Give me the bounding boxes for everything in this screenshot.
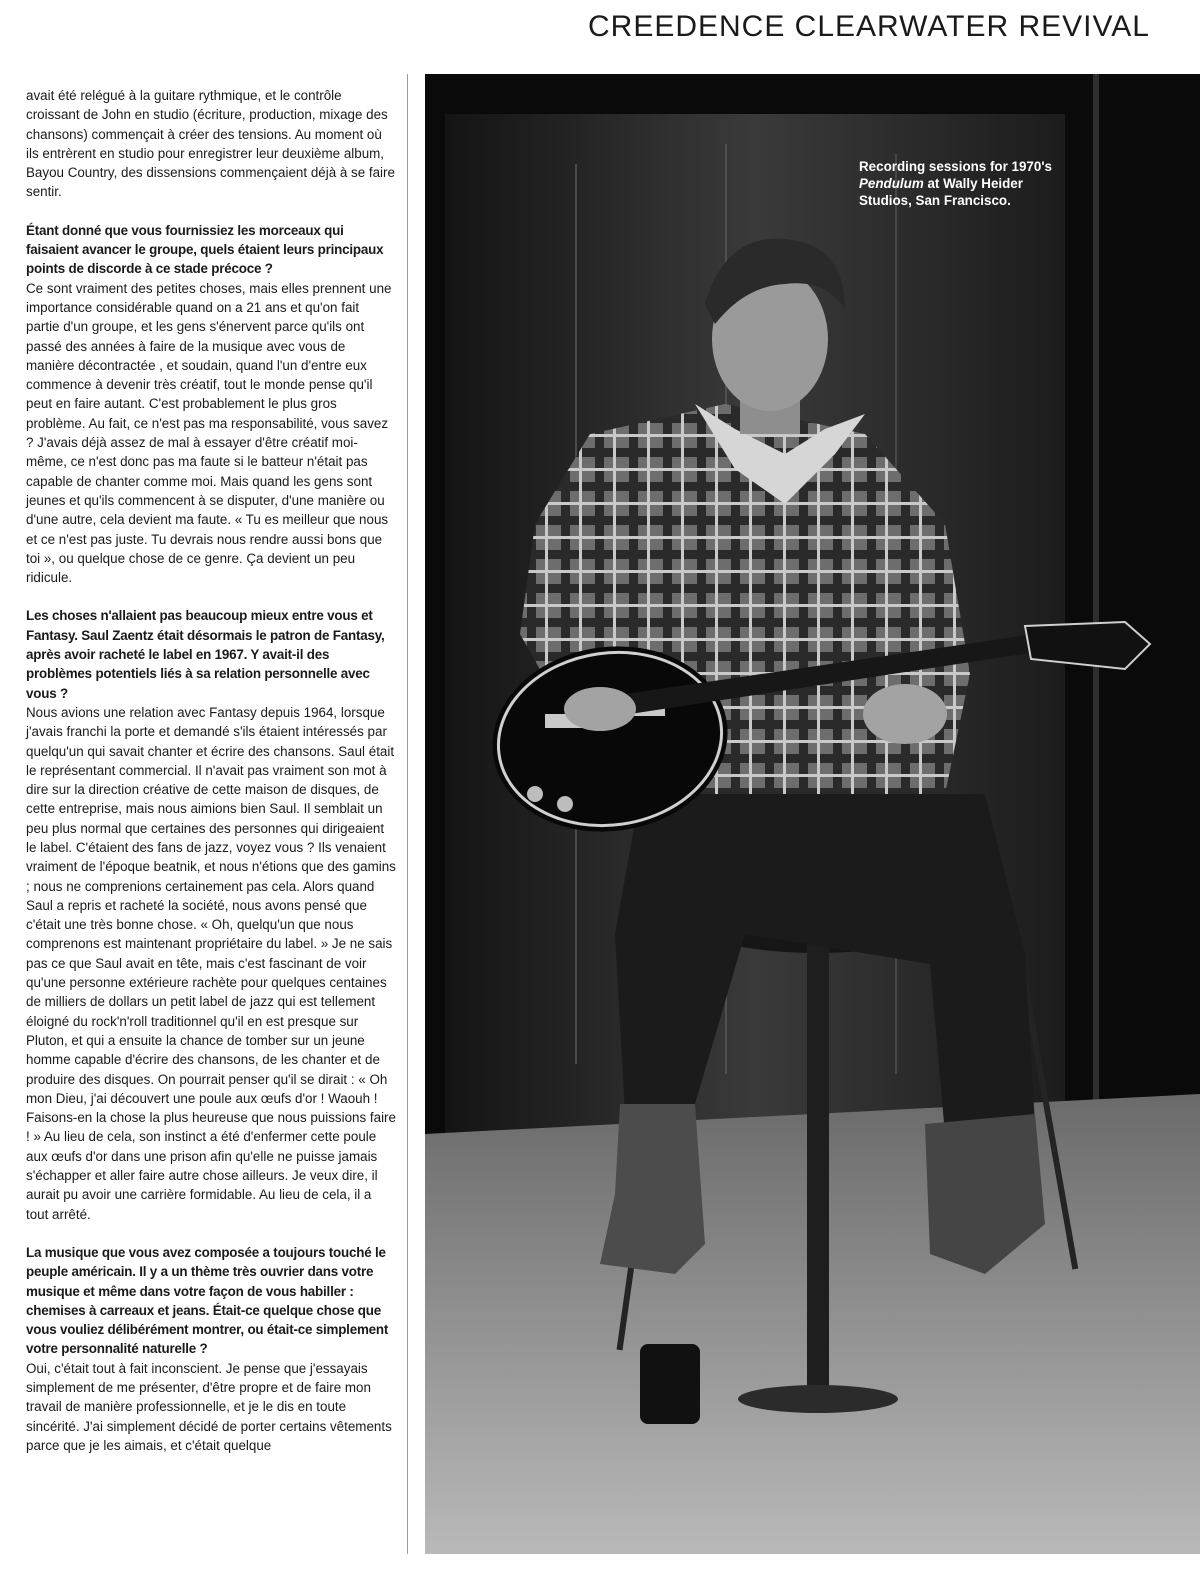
- interview-answer-3: Oui, c'était tout à fait inconscient. Je pense que j'essayais simplement de me présenter, d'être propre et de faire mon travail de manière professionnelle, et je le dis en toute sincérité. J'ai simplement décidé de porter certains vêtements parce que je les aimais, et c'était quelque: [26, 1360, 392, 1453]
- guitarist-illustration: [425, 74, 1200, 1554]
- caption-text-1: Recording sessions for 1970's: [859, 159, 1052, 174]
- photo-caption: [859, 158, 1079, 209]
- article-intro-paragraph: avait été relégué à la guitare rythmique, et le contrôle croissant de John en studio (écriture, production, mixage des chansons) commençait à créer des tensions. Au moment où ils entrèrent en studio pour enregistrer leur deuxième album, Bayou Country, des dissensions commençaient déjà à se faire sentir.: [26, 88, 395, 200]
- qa-block-3: [26, 1243, 396, 1455]
- column-divider: [407, 74, 408, 1554]
- running-header: CREEDENCE CLEARWATER REVIVAL: [587, 10, 1150, 43]
- caption-album-title: Pendulum: [859, 176, 924, 191]
- interview-question-1: Étant donné que vous fournissiez les morceaux qui faisaient avancer le groupe, quels étaient leurs principaux points de discorde à ce stade précoce ?: [26, 222, 384, 277]
- interview-answer-2: Nous avions une relation avec Fantasy depuis 1964, lorsque j'avais franchi la porte et demandé s'ils étaient intéressés par quelqu'un qui savait chanter et écrire des chansons. Saul était le représentant commercial. Il n'avait pas vraiment son mot à dire sur la direction créative de cette maison de disques, de cette entreprise, mais nous aimions bien Saul. Il semblait un peu plus normal que certaines des personnes qui dirigeaient le label. C'étaient des fans de jazz, voyez vous ? Ils venaient vraiment de l'époque beatnik, et nous n'étions que des gamins ; nous ne comprenions certainement pas cela. Alors quand Saul a repris et racheté la société, nous avons pensé que c'était une très bonne chose. « Oh, quelqu'un que nous comprenons est maintenant propriétaire du label. » Je ne sais pas ce que Saul avait en tête, mais c'est fascinant de voir qu'une personne extérieure rachète pour quelques centaines de milliers de dollars un petit label de jazz qui est tellement éloigné du rock'n'roll traditionnel qu'il en est presque sur Pluton, et qui a ensuite la chance de tomber sur un jeune homme capable d'écrire des chansons, de les chanter et de produire des disques. On pourrait penser qu'il se dirait : « Oh mon Dieu, j'ai découvert une poule aux œufs d'or ! Waouh ! Faisons-en la chose la plus heureuse que nous puissions faire ! » Au lieu de cela, son instinct a été d'enfermer cette poule aux œufs d'or dans une prison afin qu'elle ne puisse jamais s'échapper et aller faire autre chose ailleurs. Je veux dire, il aurait pu avoir une carrière formidable. Au lieu de cela, il a tout arrêté.: [26, 704, 396, 1222]
- article-text-column: [26, 86, 396, 1474]
- qa-block-1: [26, 221, 396, 588]
- qa-block-2: [26, 606, 396, 1224]
- interview-answer-1: Ce sont vraiment des petites choses, mais elles prennent une importance considérable quand on a 21 ans et qu'on fait partie d'un groupe, et les gens s'énervent parce qu'ils ont passé des années à faire de la musique avec vous de manière décontractée , et soudain, quand l'un d'entre eux commence à devenir très créatif, tout le monde pense qu'il peut en faire autant. C'est probablement le plus gros problème. Au fait, ce n'est pas ma responsabilité, vous savez ? J'avais déjà assez de mal à essayer d'être créatif moi-même, ce n'est donc pas ma faute si le batteur n'était pas capable de chanter comme moi. Mais quand les gens sont jeunes et qu'ils commencent à se disputer, d'une manière ou d'une autre, cela devient ma faute. « Tu es meilleur que nous et ce n'est pas juste. Tu devrais nous rendre aussi bons que toi », ou quelque chose de ce genre. Ça devient un peu ridicule.: [26, 280, 392, 586]
- interview-question-2: Les choses n'allaient pas beaucoup mieux entre vous et Fantasy. Saul Zaentz était désormais le patron de Fantasy, après avoir racheté le label en 1967. Y avait-il des problèmes potentiels liés à sa relation personnelle avec vous ?: [26, 608, 385, 701]
- studio-photo: [425, 74, 1200, 1554]
- interview-question-3: La musique que vous avez composée a toujours touché le peuple américain. Il y a un thème très ouvrier dans votre musique et même dans votre façon de vous habiller : chemises à carreaux et jeans. Était-ce quelque chose que vous vouliez délibérément montrer, ou était-ce simplement votre personnalité naturelle ?: [26, 1244, 389, 1357]
- caption-text-2: at Wally Heider Studios, San Francisco.: [859, 176, 1023, 208]
